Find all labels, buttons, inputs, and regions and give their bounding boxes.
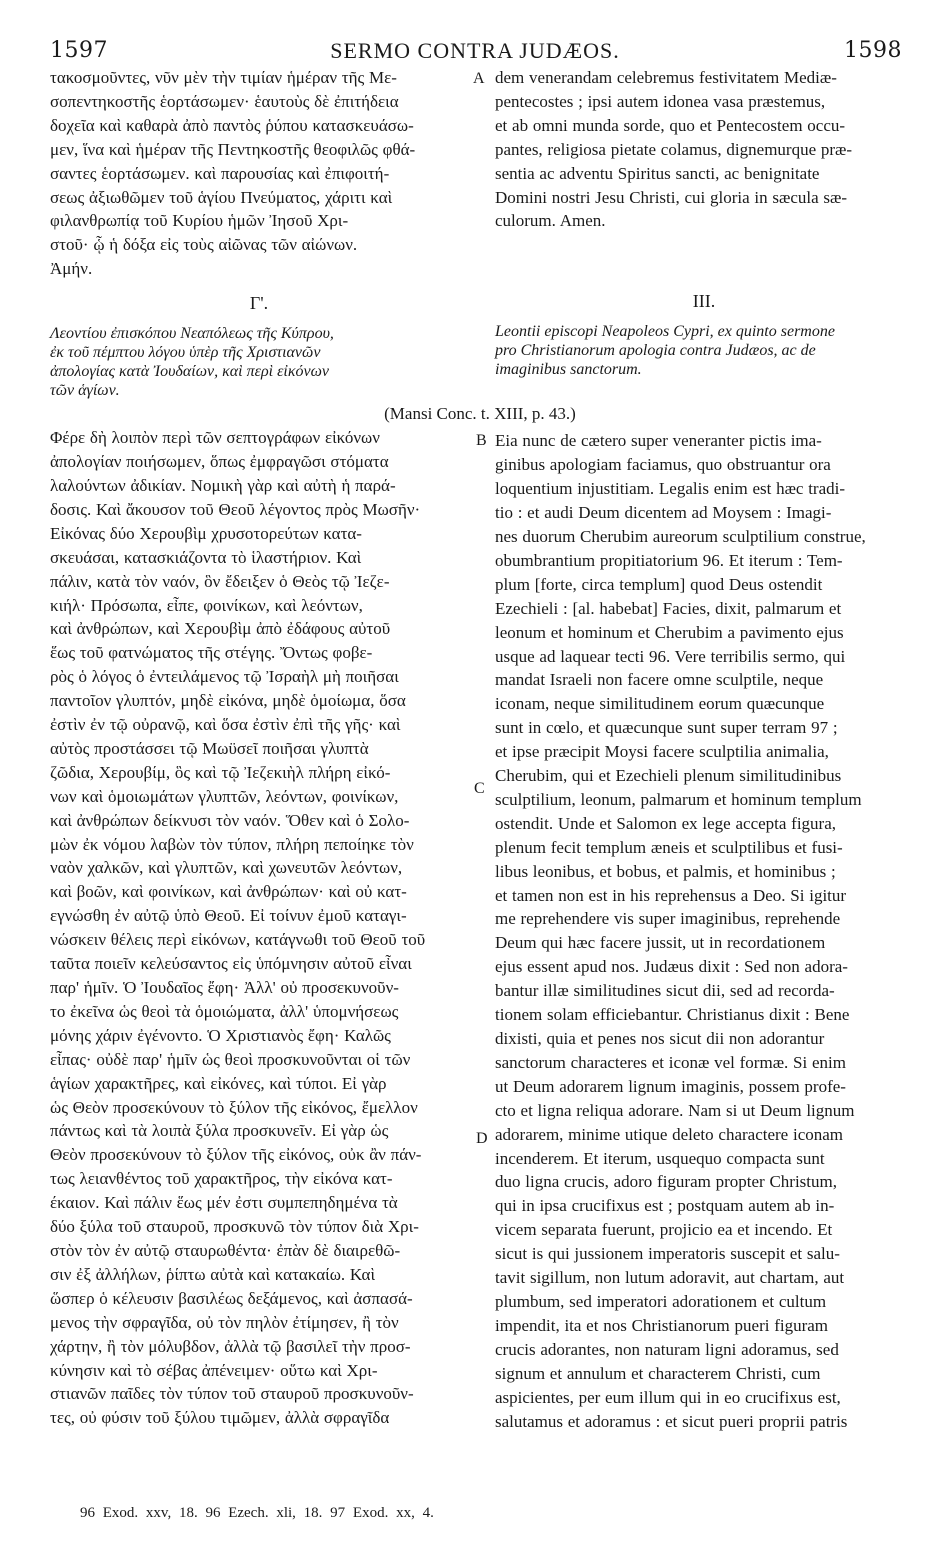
latin-column: [495, 66, 913, 1550]
greek-column: [50, 66, 468, 1550]
latin-paragraph-2: Eia nunc de cætero super veneranter pictis ima- ginibus apologiam faciamus, quo obstruantur ora loquentium injustitiam. Legalis enim est hæc tradi- tio : et audi Deum dicentem ad Moysem : Imagi- nes duorum Cherubim aureorum sculptilium construe, obumbrantium propitiatorium 96. Et iterum : Tem- plum [forte, circa templum] quod Deus ostendit Ezechieli : [al. habebat] Facies, dixit, palmarum et leonum et hominum et Cherubim a pavimento ejus usque ad laquear tecti 96. Vere terribilis sermo, qui mandat Israeli non facere omne sculptile, neque iconam, neque similitudinem eorum quæcunque sunt in cœlo, et quæcunque sunt super terram 97 ; et ipse præcipit Moysi facere sculptilia animalia, Cherubim, qui et Ezechieli plenum similitudinibus sculptilium, leonum, palmarum et hominum templum ostendit. Unde et Salomon ex lege accepta figura, plenum fecit templum æneis et sculptilibus et fusi- libus leonibus, et bobus, et palmis, et hominibus ; et tamen non est in his reprehensus a Deo. Si igitur me reprehendere vis super imaginibus, reprehende Deum qui hæc facere jussit, ut in recordationem ejus essent apud nos. Judæus dixit : Sed non adora- bantur illæ similitudines sicut dii, sed ad recorda- tionem solam efficiebantur. Christianus dixit : Bene dixisti, quia et penes nos sicut dii non adorantur sanctorum characteres et iconæ vel formæ. Si enim ut Deum adorarem lignum imaginis, possem profe- cto et ligna reliqua adorare. Nam si ut Deum lignum adorarem, minime utique deleto charactere iconam incenderem. Et iterum, usquequo compacta sunt duo ligna crucis, adoro figuram propter Christum, qui in ipsa crucifixus est ; postquam autem ab in- vicem separata fuerunt, projicio ea et incendo. Et sicut is qui jussionem imperatoris suscepit et salu- tavit sigillum, non lutum adoravit, aut chartam, aut plumbum, sed imperatori adorationem et cultum impendit, ita et nos Christianorum pueri figuram crucis adorantes, non naturam ligni adoramus, sed signum et annulum et characterem Christi, cum aspicientes, per eum illum qui in eo crucifixus est, salutamus et adoramus : et sicut pueri proprii patris: [495, 431, 866, 1431]
margin-letter-c: C: [474, 780, 485, 797]
latin-section-number: III.: [692, 291, 716, 312]
greek-paragraph-1: τακοσμοῦντες, νῦν μὲν τὴν τιμίαν ἡμέραν τῆς Με- σοπεντηκοστῆς ἑορτάσωμεν· ἑαυτοὺς δὲ ἐπιτήδεια δοχεῖα καὶ καθαρὰ ἀπὸ παντὸς ῥύπου κατασκευάσω- μεν, ἵνα καὶ ἡμέραν τῆς Πεντηκοστῆς θεοφιλῶς φθά- σαντες ἑορτάσωμεν. καὶ παρουσίας καὶ ἐπιφοιτή- σεως ἀξιωθῶμεν τοῦ ἁγίου Πνεύματος, χάριτι καὶ φιλανθρωπίᾳ τοῦ Κυρίου ἡμῶν Ἰησοῦ Χρι- στοῦ· ᾧ ἡ δόξα εἰς τοὺς αἰῶνας τῶν αἰώνων. Ἀμήν.: [50, 68, 416, 279]
margin-letter-d: D: [476, 1130, 488, 1147]
margin-letter-b: B: [476, 432, 487, 449]
latin-section-title: Leontii episcopi Neapoleos Cypri, ex quinto sermone pro Christianorum apologia contra Judæos, ac de imaginibus sanctorum.: [495, 323, 835, 379]
footnotes: 96 Exod. xxv, 18. 96 Ezech. xli, 18. 97 Exod. xx, 4.: [80, 1505, 434, 1521]
left-page-number: 1597: [50, 38, 108, 63]
latin-paragraph-1: dem venerandam celebremus festivitatem Mediæ- pentecostes ; ipsi autem idonea vasa præstemus, et ab omni munda sorde, quo et Pentecostem occu- pantes, religiosa pietate colamus, dignemurque præ- sentia ac adventu Spiritus sancti, ac benignitate Domini nostri Jesu Christi, cui gloria in sæcula sæ- culorum. Amen.: [495, 68, 853, 231]
running-title: SERMO CONTRA JUDÆOS.: [330, 38, 620, 63]
greek-section-title: Λεοντίου ἐπισκόπου Νεαπόλεως τῆς Κύπρου, ἐκ τοῦ πέμπτου λόγου ὑπὲρ τῆς Χριστιανῶν ἀπολογίας κατὰ Ἰουδαίων, καὶ περὶ εἰκόνων τῶν ἁγίων.: [50, 325, 334, 400]
greek-section-number: Γ'.: [249, 293, 269, 314]
source-reference: (Mansi Conc. t. XIII, p. 43.): [384, 404, 576, 423]
right-page-number: 1598: [844, 38, 902, 63]
margin-letter-a: A: [473, 70, 485, 87]
greek-paragraph-2: Φέρε δὴ λοιπὸν περὶ τῶν σεπτογράφων εἰκόνων ἀπολογίαν ποιήσωμεν, ὅπως ἐμφραγῶσι στόματα λαλούντων ἀδικίαν. Νομικὴ γὰρ καὶ αὐτὴ ἡ παρά- δοσις. Καὶ ἄκουσον τοῦ Θεοῦ λέγοντος πρὸς Μωσῆν· Εἰκόνας δύο Χερουβὶμ χρυσοτορεύτων κατα- σκευάσαι, κατασκιάζοντα τὸ ἱλαστήριον. Καὶ πάλιν, κατὰ τὸν ναόν, ὃν ἔδειξεν ὁ Θεὸς τῷ Ἰεζε- κιήλ· Πρόσωπα, εἶπε, φοινίκων, καὶ λεόντων, καὶ ἀνθρώπων, καὶ Χερουβὶμ ἀπὸ ἐδάφους αὐτοῦ ἕως τοῦ φατνώματος τῆς στέγης. Ὄντως φοβε- ρὸς ὁ λόγος ὁ ἐντειλάμενος τῷ Ἰσραὴλ μὴ ποιῆσαι παντοῖον γλυπτόν, μηδὲ εἰκόνα, μηδὲ ὁμοίωμα, ὅσα ἐστὶν ἐν τῷ οὐρανῷ, καὶ ὅσα ἐστὶν ἐπὶ τῆς γῆς· καὶ αὐτὸς προστάσσει τῷ Μωϋσεῖ ποιῆσαι γλυπτὰ ζῶδια, Χερουβίμ, ὃς καὶ τῷ Ἰεζεκιὴλ πλήρη εἰκό- νων καὶ ὁμοιωμάτων γλυπτῶν, λεόντων, φοινίκων, καὶ ἀνθρώπων δείκνυσι τὸν ναόν. Ὅθεν καὶ ὁ Σολο- μὼν ἐκ νόμου λαβὼν τὸν τύπον, πλήρη πεποίηκε τὸν ναὸν χαλκῶν, καὶ γλυπτῶν, καὶ χωνευτῶν λεόντων, καὶ βοῶν, καὶ φοινίκων, καὶ ἀνθρώπων· καὶ οὐ κατ- εγνώσθη ἐν αὐτῷ ὑπὸ Θεοῦ. Εἰ τοίνυν ἐμοῦ καταγι- νώσκειν θέλεις περὶ εἰκόνων, κατάγνωθι τοῦ Θεοῦ τοῦ ταῦτα ποιεῖν κελεύσαντος εἰς ὑπόμνησιν αὐτοῦ εἶναι παρ' ἡμῖν. Ὁ Ἰουδαῖος ἔφη· Ἀλλ' οὐ προσεκυνοῦν- το ἐκεῖνα ὡς θεοὶ τὰ ὁμοιώματα, ἀλλ' ὑπομνήσεως μόνης χάριν ἐγένοντο. Ὁ Χριστιανὸς ἔφη· Καλῶς εἶπας· οὐδὲ παρ' ἡμῖν ὡς θεοὶ προσκυνοῦνται οἱ τῶν ἁγίων χαρακτῆρες, καὶ εἰκόνες, καὶ τύποι. Εἰ γὰρ ὡς Θεὸν προσεκύνουν τὸ ξύλον τῆς εἰκόνος, ἔμελλον πάντως καὶ τὰ λοιπὰ ξύλα προσκυνεῖν. Εἰ γὰρ ὡς Θεὸν προσεκύνουν τὸ ξύλον τῆς εἰκόνος, οὐκ ἂν πάν- τως λειανθέντος τοῦ χαρακτῆρος, τὴν εἰκόνα κατ- έκαιον. Καὶ πάλιν ἕως μέν ἐστι συμπεπηδημένα τὰ δύο ξύλα τοῦ σταυροῦ, προσκυνῶ τὸν τύπον διὰ Χρι- στὸν τὸν ἐν αὐτῷ σταυρωθέντα· ἐπὰν δὲ διαιρεθῶ- σιν ἐξ ἀλλήλων, ῥίπτω αὐτὰ καὶ κατακαίω. Καὶ ὥσπερ ὁ κέλευσιν βασιλέως δεξάμενος, καὶ ἀσπασά- μενος τὴν σφραγῖδα, οὐ τὸν πηλὸν ἐτίμησεν, ἢ τὸν χάρτην, ἢ τὸν μόλυβδον, ἀλλὰ τῷ βασιλεῖ τὴν προσ- κύνησιν καὶ τὸ σέβας ἀπένειμεν· οὕτω καὶ Χρι- στιανῶν παῖδες τὸν τύπον τοῦ σταυροῦ προσκυνοῦν- τες, οὐ φύσιν τοῦ ξύλου τιμῶμεν, ἀλλὰ σφραγῖδα: [50, 428, 426, 1428]
